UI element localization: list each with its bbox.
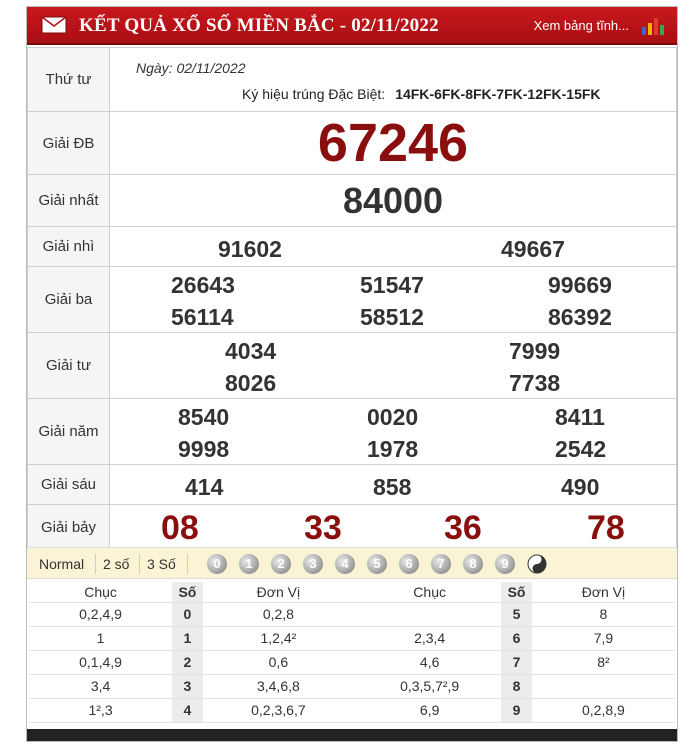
prize-tu-number: 7999: [509, 337, 561, 364]
chuc-cell: 4,6: [358, 650, 501, 674]
table-row: [29, 602, 675, 626]
prize-bay-number: 33: [304, 508, 342, 547]
prize-sau-number: 414: [185, 473, 224, 500]
donvi-cell: 0,2,8: [203, 602, 354, 626]
donvi-cell: 8: [532, 602, 675, 626]
prize-ba-cell: [110, 267, 677, 333]
chuc-cell: 2,3,4: [358, 626, 501, 650]
donvi-cell: 3,4,6,8: [203, 674, 354, 698]
digit-filter-button[interactable]: 3: [303, 554, 323, 574]
bar-chart-icon[interactable]: [639, 13, 665, 37]
so-cell: 5: [501, 602, 532, 626]
prize-ba-number: 26643: [171, 271, 235, 298]
col-header-so: Số: [501, 582, 532, 602]
prize-nam-cell: [110, 399, 677, 465]
table-row: [29, 650, 675, 674]
envelope-icon: [41, 15, 67, 35]
chuc-cell: 0,2,4,9: [29, 602, 172, 626]
panel-header: [27, 7, 677, 45]
prize-label-sau: Giải sáu: [28, 465, 110, 505]
digit-filter-button[interactable]: 8: [463, 554, 483, 574]
donvi-cell: [532, 674, 675, 698]
special-symbol-value: 14FK-6FK-8FK-7FK-12FK-15FK: [395, 86, 601, 102]
special-symbol-label: Ký hiệu trúng Đặc Biệt:: [242, 86, 386, 102]
donvi-cell: 7,9: [532, 626, 675, 650]
draw-date: Ngày: 02/11/2022: [136, 60, 246, 76]
col-header-chuc: Chục: [358, 582, 501, 602]
col-header-donvi: Đơn Vị: [203, 582, 354, 602]
prize-tu-number: 7738: [509, 369, 561, 396]
chuc-cell: [358, 602, 501, 626]
donvi-cell: 1,2,4²: [203, 626, 354, 650]
donvi-cell: 0,2,8,9: [532, 698, 675, 722]
so-cell: 6: [501, 626, 532, 650]
so-cell: 8: [501, 674, 532, 698]
col-header-chuc: Chục: [29, 582, 172, 602]
mode-2-digit-button[interactable]: 2 số: [103, 556, 130, 572]
prize-nhat-number: 84000: [110, 175, 677, 227]
prize-label-nhat: Giải nhất: [28, 175, 110, 227]
chuc-cell: 0,3,5,7²,9: [358, 674, 501, 698]
prize-ba-number: 86392: [548, 303, 612, 330]
col-header-donvi: Đơn Vị: [532, 582, 675, 602]
mode-3-digit-button[interactable]: 3 Số: [147, 556, 176, 572]
digit-filter-button[interactable]: 9: [495, 554, 515, 574]
results-table: [27, 47, 677, 551]
prize-sau-cell: [110, 465, 677, 505]
divider: [139, 554, 140, 574]
prize-nam-number: 8540: [178, 403, 230, 430]
display-toolbar: [27, 547, 677, 579]
digit-filter-button[interactable]: 2: [271, 554, 291, 574]
mode-normal-button[interactable]: Normal: [39, 556, 85, 572]
prize-label-nam: Giải năm: [28, 399, 110, 465]
divider: [95, 554, 96, 574]
table-row: [29, 698, 675, 722]
digit-filter-button[interactable]: 4: [335, 554, 355, 574]
prize-label-nhi: Giải nhì: [28, 227, 110, 267]
weekday-label: Thứ tư: [28, 48, 110, 112]
special-symbol-line: [242, 86, 601, 102]
donvi-cell: 0,2,3,6,7: [203, 698, 354, 722]
digit-filter-button[interactable]: 1: [239, 554, 259, 574]
prize-nhi-cell: [110, 227, 677, 267]
loto-table: [29, 582, 675, 723]
prize-sau-number: 490: [561, 473, 600, 500]
digit-filter-button[interactable]: 5: [367, 554, 387, 574]
prize-db-number: 67246: [110, 112, 677, 175]
prize-tu-number: 4034: [225, 337, 277, 364]
prize-nam-number: 1978: [367, 435, 419, 462]
donvi-cell: 0,6: [203, 650, 354, 674]
prize-ba-number: 58512: [360, 303, 424, 330]
prize-ba-number: 51547: [360, 271, 424, 298]
prize-bay-cell: [110, 505, 677, 551]
digit-filter-button[interactable]: 7: [431, 554, 451, 574]
prize-nam-number: 9998: [178, 435, 230, 462]
chuc-cell: 0,1,4,9: [29, 650, 172, 674]
info-cell: [110, 48, 677, 112]
chuc-cell: 3,4: [29, 674, 172, 698]
prize-bay-number: 08: [161, 508, 199, 547]
prize-label-tu: Giải tư: [28, 333, 110, 399]
reset-highlight-icon[interactable]: [527, 554, 547, 574]
prize-label-ba: Giải ba: [28, 267, 110, 333]
so-cell: 1: [172, 626, 203, 650]
digit-filter-button[interactable]: 6: [399, 554, 419, 574]
prize-label-bay: Giải bảy: [28, 505, 110, 551]
chuc-cell: 1: [29, 626, 172, 650]
prize-nhi-number: 91602: [218, 235, 282, 262]
view-static-table-link[interactable]: Xem bảng tĩnh...: [533, 18, 629, 33]
page-title: KẾT QUẢ XỔ SỐ MIỀN BẮC - 02/11/2022: [79, 15, 439, 36]
prize-nam-number: 2542: [555, 435, 607, 462]
prize-nhi-number: 49667: [501, 235, 565, 262]
table-row: [29, 674, 675, 698]
prize-bay-number: 36: [444, 508, 482, 547]
prize-ba-number: 56114: [171, 303, 234, 330]
so-cell: 7: [501, 650, 532, 674]
so-cell: 0: [172, 602, 203, 626]
chuc-cell: 6,9: [358, 698, 501, 722]
prize-tu-number: 8026: [225, 369, 277, 396]
chuc-cell: 1²,3: [29, 698, 172, 722]
results-panel: [26, 6, 678, 742]
divider: [187, 554, 188, 574]
prize-bay-number: 78: [587, 508, 625, 547]
prize-nam-number: 8411: [555, 403, 605, 430]
table-row: [29, 626, 675, 650]
bottom-bar: [27, 729, 677, 741]
prize-ba-number: 99669: [548, 271, 612, 298]
so-cell: 4: [172, 698, 203, 722]
prize-tu-cell: [110, 333, 677, 399]
so-cell: 3: [172, 674, 203, 698]
so-cell: 2: [172, 650, 203, 674]
prize-sau-number: 858: [373, 473, 412, 500]
so-cell: 9: [501, 698, 532, 722]
col-header-so: Số: [172, 582, 203, 602]
prize-label-db: Giải ĐB: [28, 112, 110, 175]
digit-filter-button[interactable]: 0: [207, 554, 227, 574]
prize-nam-number: 0020: [367, 403, 419, 430]
donvi-cell: 8²: [532, 650, 675, 674]
